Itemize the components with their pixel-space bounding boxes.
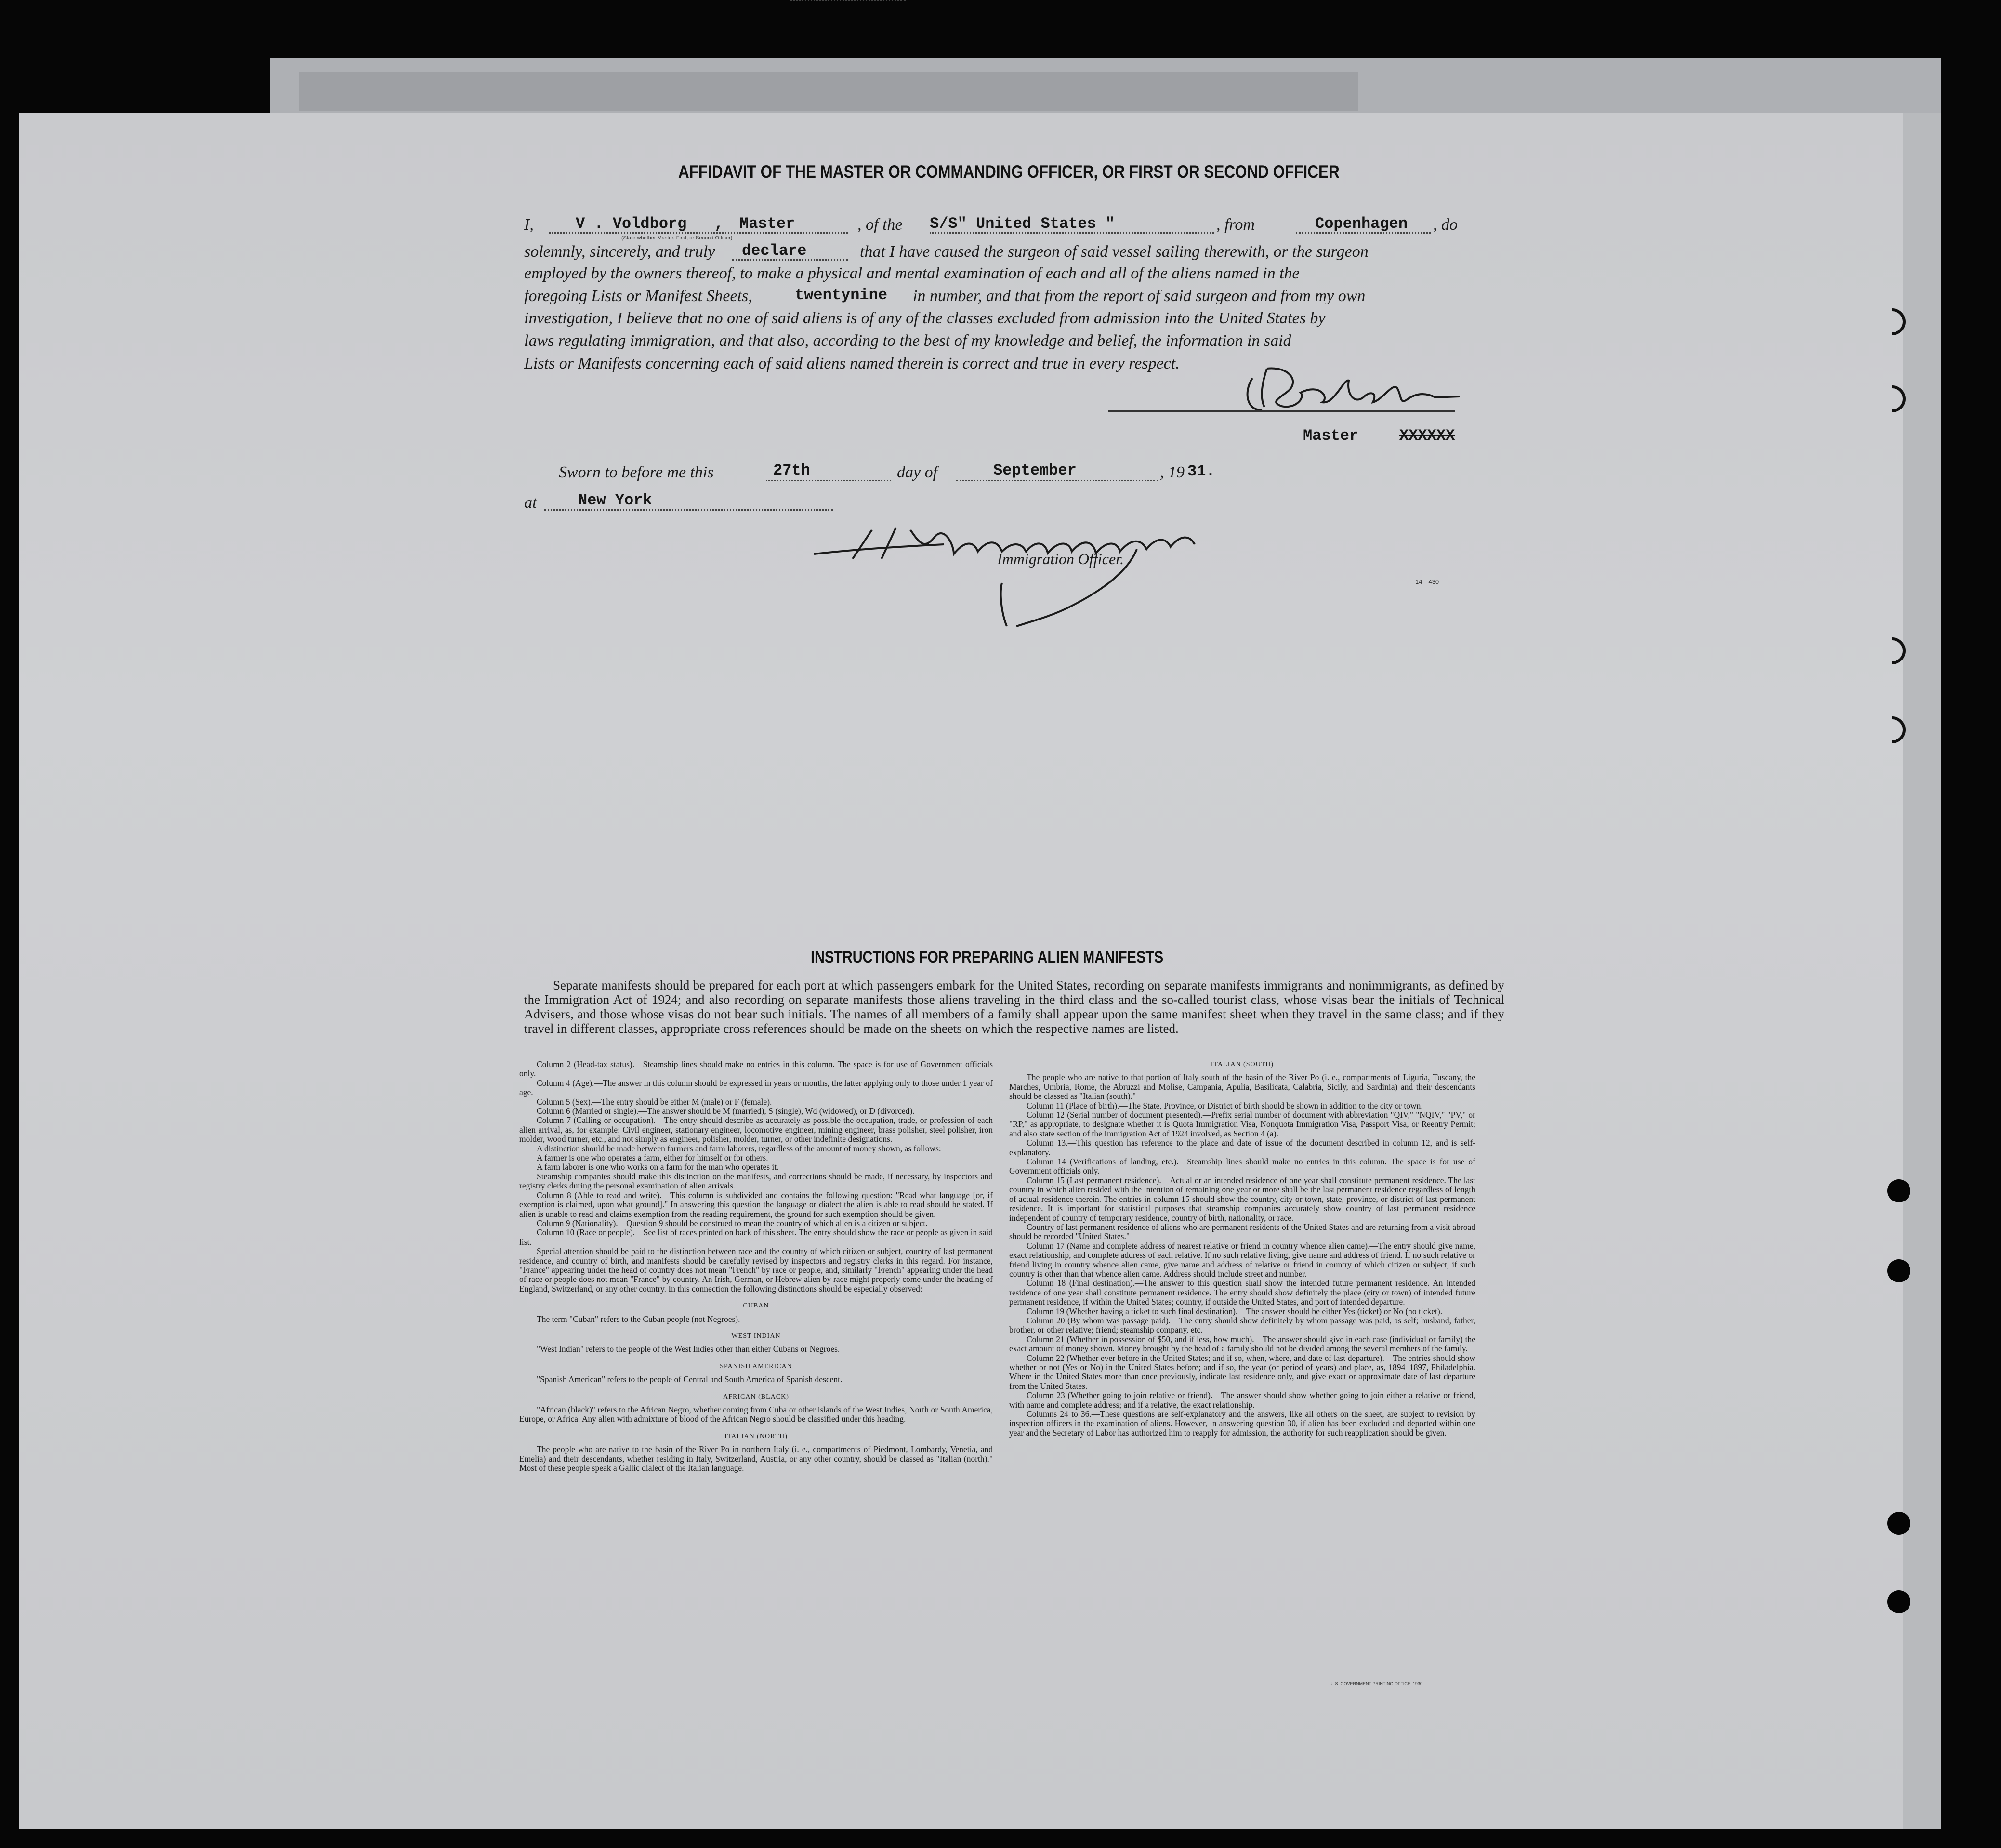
struck-text: XXXXXX — [1399, 427, 1455, 445]
left-para-1: Column 2 (Head-tax status).—Steamship lines should make no entries in this column. The space is for use of Government officials only. — [519, 1060, 993, 1079]
right-para-13: Column 22 (Whether ever before in the United States; and if so, when, where, and date of last departure).—The entries should show whether or not (Yes or No) in the United States before; and if so, the year (or period of years) and place, as, 1894–1897, Philadelphia. Where in the United States more than once previously, indicate last residence only, and give exact or approximate date of last departure from the United States. — [1009, 1353, 1475, 1391]
instructions-left-column — [519, 1060, 993, 1698]
left-para-13: Special attention should be paid to the distinction between race and the country of which citizen or subject, country of last permanent residence, and country of birth, and manifests should be carefully revised by inspectors and registry clerks in this regard. For instance, "France" appearing under the head of country does not mean "French" by race or people, and, similarly "French" appearing under the head of race or people does not mean "France" by country. An Irish, German, or Hebrew alien by race might properly come under the heading of England, Switzerland, or any other country. In this connection the following distinctions should be especially observed: — [519, 1246, 993, 1294]
spanish-american-heading: SPANISH AMERICAN — [720, 1362, 792, 1370]
right-para-15: Columns 24 to 36.—These questions are self-explanatory and the answers, like all others on the sheet, are subject to revision by inspection officers in the examination of aliens. However, in answering question 30, if alien has been excluded and deported within one year and the Secretary of Labor has authorized him to reapply for admission, the authority for such reapplication should be given. — [1009, 1409, 1475, 1438]
instructions-right-column — [1009, 1060, 1475, 1698]
right-para-3: Column 12 (Serial number of document presented).—Prefix serial number of document with abbreviation "QIV," "NQIV," "PV," or "RP," as appropriate, to designate whether it is Quota Immigration Visa, Nonquota Immigration Visa, Passport Visa, or Reentry Permit; and also state section of the Immigration Act of 1924 involved, as Section 4 (a). — [1009, 1110, 1475, 1138]
right-para-7: Country of last permanent residence of aliens who are permanent residents of the United States and are returning from a visit abroad should be recorded "United States." — [1009, 1222, 1475, 1241]
right-para-10: Column 19 (Whether having a ticket to such final destination).—The answer should be either Yes (ticket) or No (no ticket). — [1027, 1306, 1443, 1316]
from-port: Copenhagen — [1315, 215, 1408, 233]
officer-label: Immigration Officer. — [997, 550, 1124, 568]
african-text: "African (black)" refers to the African Negro, whether coming from Cuba or other islands of the West Indies, North or South America, Europe, or Africa. Any alien with admixture of blood of the African Negro should be classified under this heading. — [519, 1405, 993, 1424]
at-label: at — [524, 494, 537, 512]
binder-hole-6 — [1887, 1259, 1910, 1282]
sworn-label: Sworn to before me this — [559, 463, 714, 481]
right-para-2: Column 11 (Place of birth).—The State, Province, or District of birth should be shown in addition to the city or town. — [1027, 1100, 1423, 1110]
place-underline — [544, 509, 833, 511]
right-para-5: Column 14 (Verifications of landing, etc.).—Steamship lines should make no entries in this column. The space is for use of Government officials only. — [1009, 1157, 1475, 1176]
day-of-label: day of — [897, 463, 938, 481]
cuban-text: The term "Cuban" refers to the Cuban people (not Negroes). — [537, 1314, 740, 1324]
left-para-5: Column 7 (Calling or occupation).—The entry should describe as accurately as possible the occupation, trade, or profession of each alien arrival, as, for example: Civil engineer, stationary engineer, locomotive engineer, mining engineer, brass polisher, steel polisher, iron molder, wood turner, etc., and not simply as engineer, polisher, molder, turner, or other indefinite designations. — [519, 1115, 993, 1144]
left-para-6: A distinction should be made between farmers and farm laborers, regardless of the amount of money shown, as follows: — [537, 1143, 941, 1153]
instructions-intro — [524, 978, 1504, 1036]
month-underline — [956, 480, 1158, 481]
sheet-count: twentynine — [795, 286, 888, 304]
left-para-2: Column 4 (Age).—The answer in this column should be expressed in years or months, the latter applying only to those under 1 year of age. — [519, 1078, 993, 1097]
right-para-11: Column 20 (By whom was passage paid).—The entry should show definitely by whom passage was paid, as self; husband, father, brother, or other relative; friend; steamship company, etc. — [1009, 1315, 1475, 1335]
left-para-3: Column 5 (Sex).—The entry should be either M (male) or F (female). — [537, 1096, 772, 1107]
form-number: 14—430 — [1415, 578, 1439, 585]
affidavit-line-3: employed by the owners thereof, to make a physical and mental examination of each and all of the aliens named in the — [524, 264, 1300, 282]
master-name: V . Voldborg — [576, 215, 687, 233]
left-para-12: Column 10 (Race or people).—See list of races printed on back of this sheet. The entry should show the race or people as given in said list. — [519, 1228, 993, 1247]
printer-mark: U. S. GOVERNMENT PRINTING OFFICE: 1930 — [1330, 1681, 1422, 1686]
binder-hole-7 — [1887, 1512, 1910, 1535]
right-para-14: Column 23 (Whether going to join relative or friend).—The answer should show whether going to join either a relative or friend, with name and complete address; and if a relative, the exact relationship. — [1009, 1390, 1475, 1410]
left-para-11: Column 9 (Nationality).—Question 9 should be construed to mean the country of which alien is a citizen or subject. — [537, 1218, 928, 1228]
sheet-tab-strip-2 — [299, 72, 1358, 111]
cuban-heading: CUBAN — [743, 1302, 769, 1310]
master-signature — [1233, 364, 1474, 417]
west-indian-text: "West Indian" refers to the people of the West Indies other than either Cubans or Negroes. — [537, 1344, 840, 1354]
sworn-month: September — [993, 462, 1077, 479]
right-para-1: The people who are native to that portion of Italy south of the basin of the River Po (i. e., compartments of Liguria, Tuscany, the Marches, Umbria, Rome, the Abruzzi and Molise, Campania, Apulia, Basilicata, Calabria, Sicily, and Sardinia) and their descendants should be classed as "Italian (south)." — [1009, 1072, 1475, 1101]
right-para-9: Column 18 (Final destination).—The answer to this question shall show the intended future permanent residence. An intended residence of one year shall constitute permanent residence. The entry should show definitely the place (city or town) of intended future permanent residence, if within the United States; country, if outside the United States, and port of intended departure. — [1009, 1278, 1475, 1307]
signer-title: Master — [1303, 427, 1359, 445]
binder-hole-8 — [1887, 1590, 1910, 1613]
count-underline — [790, 0, 906, 1]
african-heading: AFRICAN (BLACK) — [723, 1393, 789, 1400]
year-prefix: , 19 — [1160, 463, 1185, 481]
italian-north-heading: ITALIAN (NORTH) — [724, 1432, 788, 1440]
declare-verb: declare — [742, 242, 807, 260]
affidavit-I: I, — [524, 216, 534, 234]
right-para-6: Column 15 (Last permanent residence).—Actual or an intended residence of one year shall constitute permanent residence. The last country in which alien resided with the intention of remaining one year or more shall be the last permanent residence regardless of length of actual residence therein. The entries in column 15 should show the country, city or town, state, province, or district of last permanent residence. It is important for statistical purposes that steamship companies accurately show country of last permanent residence independent of country of temporary residence, country of birth, nationality, or race. — [1009, 1175, 1475, 1223]
affidavit-line-4a: foregoing Lists or Manifest Sheets, — [524, 287, 752, 305]
west-indian-heading: WEST INDIAN — [731, 1332, 781, 1340]
intro-paragraph: Separate manifests should be prepared for each port at which passengers embark for the United States, recording on separate manifests immigrants and nonimmigrants, as defined by the Immigration Act of 1924; and also recording on separate manifests those aliens traveling in the third class and the so-called tourist class, whose visas bear the initials of Technical Advisers, and those whose visas do not bear such initials. The names of all members of a family shall appear upon the same manifest sheet when they travel in the same class; and if they travel in different classes, appropriate cross references should be made on the sheets on which the respective names are listed. — [524, 978, 1504, 1036]
right-para-12: Column 21 (Whether in possession of $50, and if less, how much).—The answer should give in each case (individual or family) the exact amount of money shown. Money brought by the head of a family should not be divided among the several members of the family. — [1009, 1334, 1475, 1354]
affidavit-title: AFFIDAVIT OF THE MASTER OR COMMANDING OFFICER, OR FIRST OR SECOND OFFICER — [678, 162, 1340, 182]
do-label: , do — [1433, 216, 1458, 234]
state-note: (State whether Master, First, or Second Officer) — [621, 235, 733, 241]
affidavit-line-5: investigation, I believe that no one of said aliens is of any of the classes excluded from admission into the United States by — [524, 309, 1326, 327]
sworn-day: 27th — [773, 462, 810, 479]
binder-hole-5 — [1887, 1179, 1910, 1202]
affidavit-line-2a: solemnly, sincerely, and truly — [524, 243, 715, 261]
instructions-title: INSTRUCTIONS FOR PREPARING ALIEN MANIFESTS — [811, 948, 1164, 966]
left-para-4: Column 6 (Married or single).—The answer should be M (married), S (single), Wd (widowed), or D (divorced). — [537, 1106, 915, 1116]
page-right-edge — [1903, 113, 1941, 1829]
left-para-10: Column 8 (Able to read and write).—This column is subdivided and contains the following question: "Read what language [or, if exemption is claimed, upon what ground]." In answering this question the language or dialect the alien is able to read should be stated. If alien is unable to read and claims exemption from the reading requirement, the ground for such exemption should be given. — [519, 1190, 993, 1219]
vessel-name: S/S" United States " — [930, 215, 1115, 233]
of-the-label: , of the — [857, 216, 903, 234]
affidavit-line-2b: that I have caused the surgeon of said vessel sailing therewith, or the surgeon — [860, 243, 1369, 261]
master-signature-line — [1108, 410, 1455, 412]
italian-north-text: The people who are native to the basin of the River Po in northern Italy (i. e., compartments of Piedmont, Lombardy, Venetia, and Emelia) and their descendants, whether residing in Italy, Switzerland, Austria, or any other country, should be classed as "Italian (north)." Most of these people speak a Gallic dialect of the Italian language. — [519, 1444, 993, 1473]
right-para-4: Column 13.—This question has reference to the place and date of issue of the document described in column 12, and is self-explanatory. — [1009, 1138, 1475, 1157]
day-underline — [766, 480, 891, 481]
sworn-place: New York — [578, 491, 652, 509]
left-para-7: A farmer is one who operates a farm, either for himself or for others. — [537, 1153, 768, 1163]
year-suffix: 31. — [1187, 462, 1215, 480]
left-para-9: Steamship companies should make this distinction on the manifests, and corrections should be made, if necessary, by inspectors and registry clerks during the personal examination of alien arrivals. — [519, 1171, 993, 1191]
from-label: , from — [1216, 216, 1255, 234]
affidavit-line-4b: in number, and that from the report of said surgeon and from my own — [913, 287, 1366, 305]
name-comma: , — [714, 215, 724, 233]
affidavit-line-7: Lists or Manifests concerning each of said aliens named therein is correct and true in every respect. — [524, 355, 1180, 372]
officer-rank: Master — [739, 215, 795, 233]
italian-south-heading: ITALIAN (SOUTH) — [1211, 1061, 1274, 1068]
left-para-8: A farm laborer is one who works on a farm for the man who operates it. — [537, 1162, 779, 1172]
spanish-american-text: "Spanish American" refers to the people of Central and South America of Spanish descent. — [537, 1374, 843, 1385]
affidavit-line-6: laws regulating immigration, and that also, according to the best of my knowledge and belief, the information in said — [524, 332, 1291, 350]
right-para-8: Column 17 (Name and complete address of nearest relative or friend in country whence alien came).—The entry should give name, exact relationship, and complete address of each relative. If no such relative living, give name and address of friend. If no such relative or friend living in country whence alien came, give name and address of relative or friend in country of which citizen or subject, if such country is other than that whence alien came. Address should include street and number. — [1009, 1241, 1475, 1279]
